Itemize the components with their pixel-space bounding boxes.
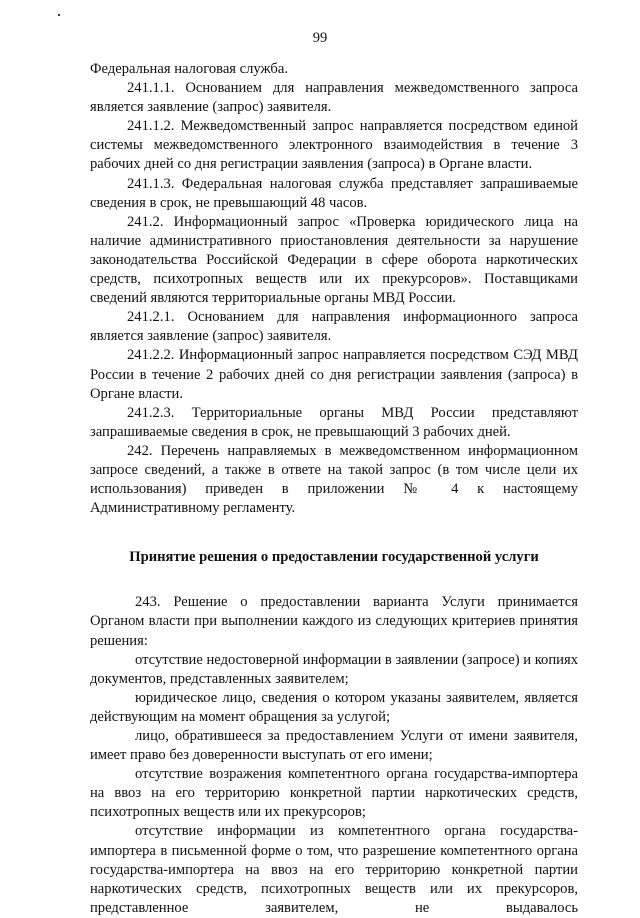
paragraph-fns: Федеральная налоговая служба. <box>90 61 288 77</box>
paragraph-242: 242. Перечень направляемых в межведомственном информационном запросе сведений, а также в ответе на такой запрос (в том числе цели их использования) приведен в приложении № 4 к настоящему Административному регламенту. <box>90 442 578 517</box>
document-body <box>90 60 578 918</box>
criterion-item: юридическое лицо, сведения о котором указаны заявителем, является действующим на момент обращения за услугой; <box>90 689 578 725</box>
scan-speck <box>58 14 60 16</box>
criterion-item: отсутствие информации из компетентного органа государства-импортера в письменной форме о том, что разрешение компетентного органа государства-импортера на ввоз на его территорию конкретной партии наркотических средств, психотропных веществ или их прекурсоров, представленное заявителем, не выдавалось <box>90 823 578 916</box>
section-heading: Принятие решения о предоставлении государственной услуги <box>129 549 539 566</box>
paragraph-241-2-1: 241.2.1. Основанием для направления информационного запроса является заявление (запрос) заявителя. <box>90 309 578 345</box>
paragraph-241-2-3: 241.2.3. Территориальные органы МВД России представляют запрашиваемые сведения в срок, не превышающий 3 рабочих дней. <box>90 404 578 440</box>
criterion-item: лицо, обратившееся за предоставлением Услуги от имени заявителя, имеет право без доверенности выступать от его имени; <box>90 728 578 764</box>
paragraph-241-1-1: 241.1.1. Основанием для направления межведомственного запроса является заявление (запрос) заявителя. <box>90 80 578 116</box>
paragraph-241-2-2: 241.2.2. Информационный запрос направляется посредством СЭД МВД России в течение 2 рабочих дней со дня регистрации заявления (запроса) в Органе власти. <box>90 347 578 402</box>
paragraph-241-2: 241.2. Информационный запрос «Проверка юридического лица на наличие административного приостановления деятельности за нарушение законодательства Российской Федерации в сфере оборота наркотических средств, психотропных веществ или их прекурсоров». Поставщиками сведений являются территориальные органы МВД России. <box>90 213 578 307</box>
paragraph-241-1-2: 241.1.2. Межведомственный запрос направляется посредством единой системы межведомственного электронного взаимодействия в течение 3 рабочих дней со дня регистрации заявления (запроса) в Органе власти. <box>90 118 578 173</box>
criterion-item: отсутствие возражения компетентного органа государства-импортера на ввоз на его территорию конкретной партии наркотических средств, психотропных веществ или их прекурсоров; <box>90 766 578 821</box>
paragraph-243: 243. Решение о предоставлении варианта Услуги принимается Органом власти при выполнении каждого из следующих критериев принятия решения: <box>90 594 578 649</box>
page-number: 99 <box>312 30 328 46</box>
criterion-item: отсутствие недостоверной информации в заявлении (запросе) и копиях документов, представленных заявителем; <box>90 651 578 687</box>
paragraph-241-1-3: 241.1.3. Федеральная налоговая служба представляет запрашиваемые сведения в срок, не превышающий 48 часов. <box>90 175 578 211</box>
